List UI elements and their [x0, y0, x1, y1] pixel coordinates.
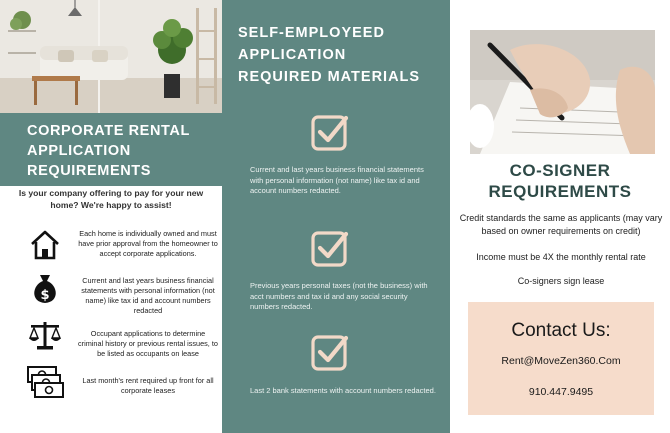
house-icon — [26, 228, 64, 262]
cash-bills-icon — [26, 364, 64, 398]
svg-text:$: $ — [40, 288, 50, 303]
co-signer-panel — [450, 0, 670, 433]
self-employed-item-text: Previous years personal taxes (not the business) with acct numbers and tax id and any social security numbers redacted. — [250, 281, 428, 311]
signing-document-photo — [470, 30, 655, 154]
co-signer-income-text: Income must be 4X the monthly rental rate — [476, 252, 646, 262]
contact-box — [468, 302, 654, 415]
corporate-heading-line-1: CORPORATE RENTAL — [27, 123, 190, 139]
checkbox-icon — [310, 228, 350, 268]
co-signer-heading-line-2: REQUIREMENTS — [488, 182, 632, 201]
contact-phone-link[interactable]: 910.447.9495 — [528, 386, 594, 398]
corporate-heading — [0, 113, 222, 186]
co-signer-credit-text: Credit standards the same as applicants (may vary based on owner requirements on credit) — [459, 213, 663, 236]
self-employed-heading-line-2: APPLICATION — [238, 47, 347, 63]
signing-hand-illustration — [470, 30, 655, 154]
living-room-photo — [0, 0, 222, 113]
living-room-illustration — [0, 0, 222, 113]
self-employed-item-text: Last 2 bank statements with account numbers redacted. — [250, 386, 436, 395]
corporate-heading-line-3: REQUIREMENTS — [27, 163, 152, 179]
self-employed-heading-line-3: REQUIRED MATERIALS — [238, 69, 421, 85]
money-bag-icon — [26, 272, 64, 306]
corporate-requirement-text: Last month's rent required up front for all corporate leases — [82, 376, 214, 395]
self-employed-heading — [238, 22, 448, 88]
contact-title: Contact Us: — [511, 320, 611, 341]
co-signer-heading — [450, 160, 670, 202]
corporate-heading-line-2: APPLICATION — [27, 143, 131, 159]
co-signer-lease-text: Co-signers sign lease — [517, 276, 605, 286]
corporate-requirement-text: Current and last years business financial statements with personal information (not name) like tax id and account numbers redacted — [81, 276, 215, 315]
contact-email-link[interactable]: Rent@MoveZen360.Com — [501, 355, 621, 367]
checkbox-icon — [310, 332, 350, 372]
corporate-requirement-text: Each home is individually owned and must have prior approval from the homeowner to accept corporate applications. — [78, 229, 218, 258]
self-employed-heading-line-1: SELF-EMPLOYEED — [238, 25, 385, 41]
self-employed-panel — [222, 0, 450, 433]
scales-of-justice-icon — [26, 318, 64, 352]
checkbox-icon — [310, 112, 350, 152]
corporate-panel — [0, 0, 222, 433]
corporate-requirement-text: Occupant applications to determine criminal history or previous rental issues, to be listed as occupants on lease — [78, 329, 218, 358]
corporate-subheading: Is your company offering to pay for your new home? We're happy to assist! — [18, 188, 204, 210]
self-employed-item-text: Current and last years business financial statements with personal information (not name) like tax id and account numbers redacted. — [250, 165, 424, 195]
co-signer-heading-line-1: CO-SIGNER — [509, 161, 611, 180]
